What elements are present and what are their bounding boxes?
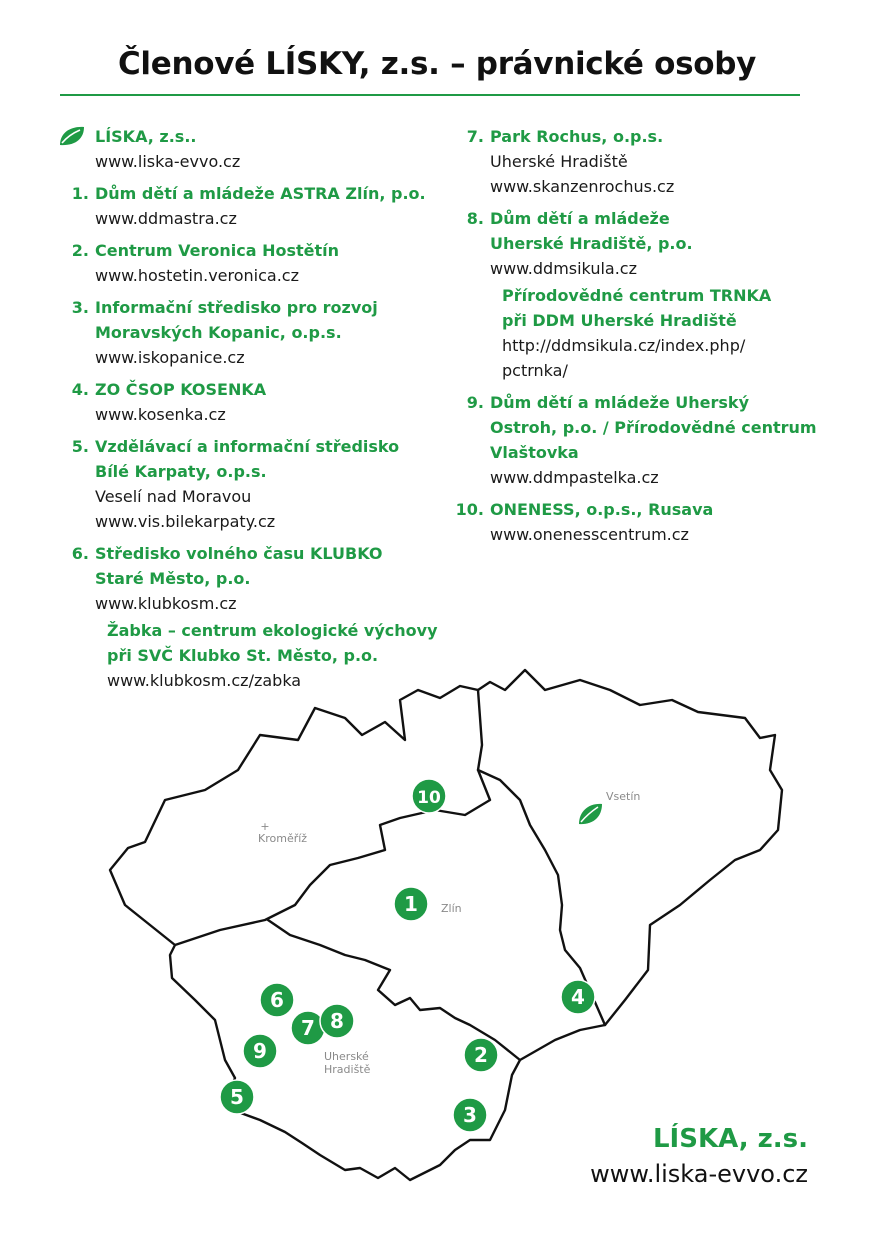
member-number: 3. — [71, 298, 89, 317]
member-name: Staré Město, p.o. — [95, 569, 251, 588]
svg-text:1: 1 — [404, 892, 418, 916]
member-url: www.ddmastra.cz — [95, 209, 237, 228]
page-title: Členové LÍSKY, z.s. – právnické osoby — [117, 46, 757, 82]
map-marker-1 — [394, 887, 428, 921]
member-url: www.onenesscentrum.cz — [490, 525, 689, 544]
svg-text:3: 3 — [463, 1103, 477, 1127]
member-location: Uherské Hradiště — [490, 152, 628, 171]
member-url: www.ddmpastelka.cz — [490, 468, 659, 487]
svg-text:4: 4 — [571, 985, 585, 1009]
member-name: Dům dětí a mládeže — [490, 209, 670, 228]
sub-org-name: při SVČ Klubko St. Město, p.o. — [107, 646, 379, 665]
member-name: Park Rochus, o.p.s. — [490, 127, 664, 146]
member-name: Bílé Karpaty, o.p.s. — [95, 462, 267, 481]
sub-org-name: Přírodovědné centrum TRNKA — [502, 286, 772, 305]
map-marker-9 — [243, 1034, 277, 1068]
org-name: LÍSKA, z.s.. — [95, 127, 197, 146]
member-name: Dům dětí a mládeže Uherský — [490, 393, 749, 412]
sub-org-url: www.klubkosm.cz/zabka — [107, 671, 302, 690]
member-url: www.ddmsikula.cz — [490, 259, 637, 278]
member-location: Veselí nad Moravou — [95, 487, 252, 506]
map-marker-6 — [260, 983, 294, 1017]
member-name: Centrum Veronica Hostětín — [95, 241, 340, 260]
svg-text:7: 7 — [301, 1016, 315, 1040]
member-url: www.kosenka.cz — [95, 405, 226, 424]
member-name: Středisko volného času KLUBKO — [95, 544, 383, 563]
member-name: Uherské Hradiště, p.o. — [490, 234, 693, 253]
member-number: 7. — [466, 127, 484, 146]
member-name: Moravských Kopanic, o.p.s. — [95, 323, 342, 342]
member-name: Informační středisko pro rozvoj — [95, 298, 378, 317]
outer-boundary — [110, 670, 782, 1180]
svg-text:8: 8 — [330, 1009, 344, 1033]
map-marker-2 — [464, 1038, 498, 1072]
member-url: www.klubkosm.cz — [95, 594, 237, 613]
member-url: www.iskopanice.cz — [95, 348, 245, 367]
member-name: Dům dětí a mládeže ASTRA Zlín, p.o. — [95, 184, 426, 203]
member-number: 10. — [455, 500, 484, 519]
member-name: Vzdělávací a informační středisko — [95, 437, 400, 456]
svg-text:5: 5 — [230, 1085, 244, 1109]
member-name: ONENESS, o.p.s., Rusava — [490, 500, 714, 519]
sub-org-url: http://ddmsikula.cz/index.php/ — [502, 336, 746, 355]
member-number: 5. — [71, 437, 89, 456]
member-name: Vlaštovka — [490, 443, 579, 462]
city-marker: + — [260, 820, 270, 833]
footer-org-url[interactable]: www.liska-evvo.cz — [590, 1160, 808, 1188]
sub-org-url: pctrnka/ — [502, 361, 568, 380]
member-url: www.hostetin.veronica.cz — [95, 266, 299, 285]
svg-text:10: 10 — [417, 788, 441, 808]
org-url: www.liska-evvo.cz — [95, 152, 241, 171]
city-label: Uherské — [324, 1050, 369, 1063]
member-number: 2. — [71, 241, 89, 260]
city-label: Vsetín — [606, 790, 641, 803]
member-number: 9. — [466, 393, 484, 412]
city-label: Zlín — [441, 902, 462, 915]
map-marker-5 — [220, 1080, 254, 1114]
member-url: www.skanzenrochus.cz — [490, 177, 675, 196]
footer-org-name: LÍSKA, z.s. — [652, 1124, 808, 1154]
map-marker-8 — [320, 1004, 354, 1038]
member-url: www.vis.bilekarpaty.cz — [95, 512, 276, 531]
member-number: 1. — [71, 184, 89, 203]
svg-text:9: 9 — [253, 1039, 267, 1063]
member-number: 4. — [71, 380, 89, 399]
map-marker-3 — [453, 1098, 487, 1132]
city-label: Hradiště — [324, 1063, 371, 1076]
map-marker-10 — [412, 779, 446, 813]
member-number: 8. — [466, 209, 484, 228]
svg-text:6: 6 — [270, 988, 284, 1012]
member-name: Ostroh, p.o. / Přírodovědné centrum — [490, 418, 817, 437]
map-marker-7 — [291, 1011, 325, 1045]
member-number: 6. — [71, 544, 89, 563]
sub-org-name: při DDM Uherské Hradiště — [502, 311, 737, 330]
leaf-icon — [579, 804, 602, 824]
member-name: ZO ČSOP KOSENKA — [95, 380, 267, 399]
city-label: Kroměříž — [258, 832, 308, 845]
map-marker-4 — [561, 980, 595, 1014]
svg-text:2: 2 — [474, 1043, 488, 1067]
sub-org-name: Žabka – centrum ekologické výchovy — [107, 621, 438, 640]
